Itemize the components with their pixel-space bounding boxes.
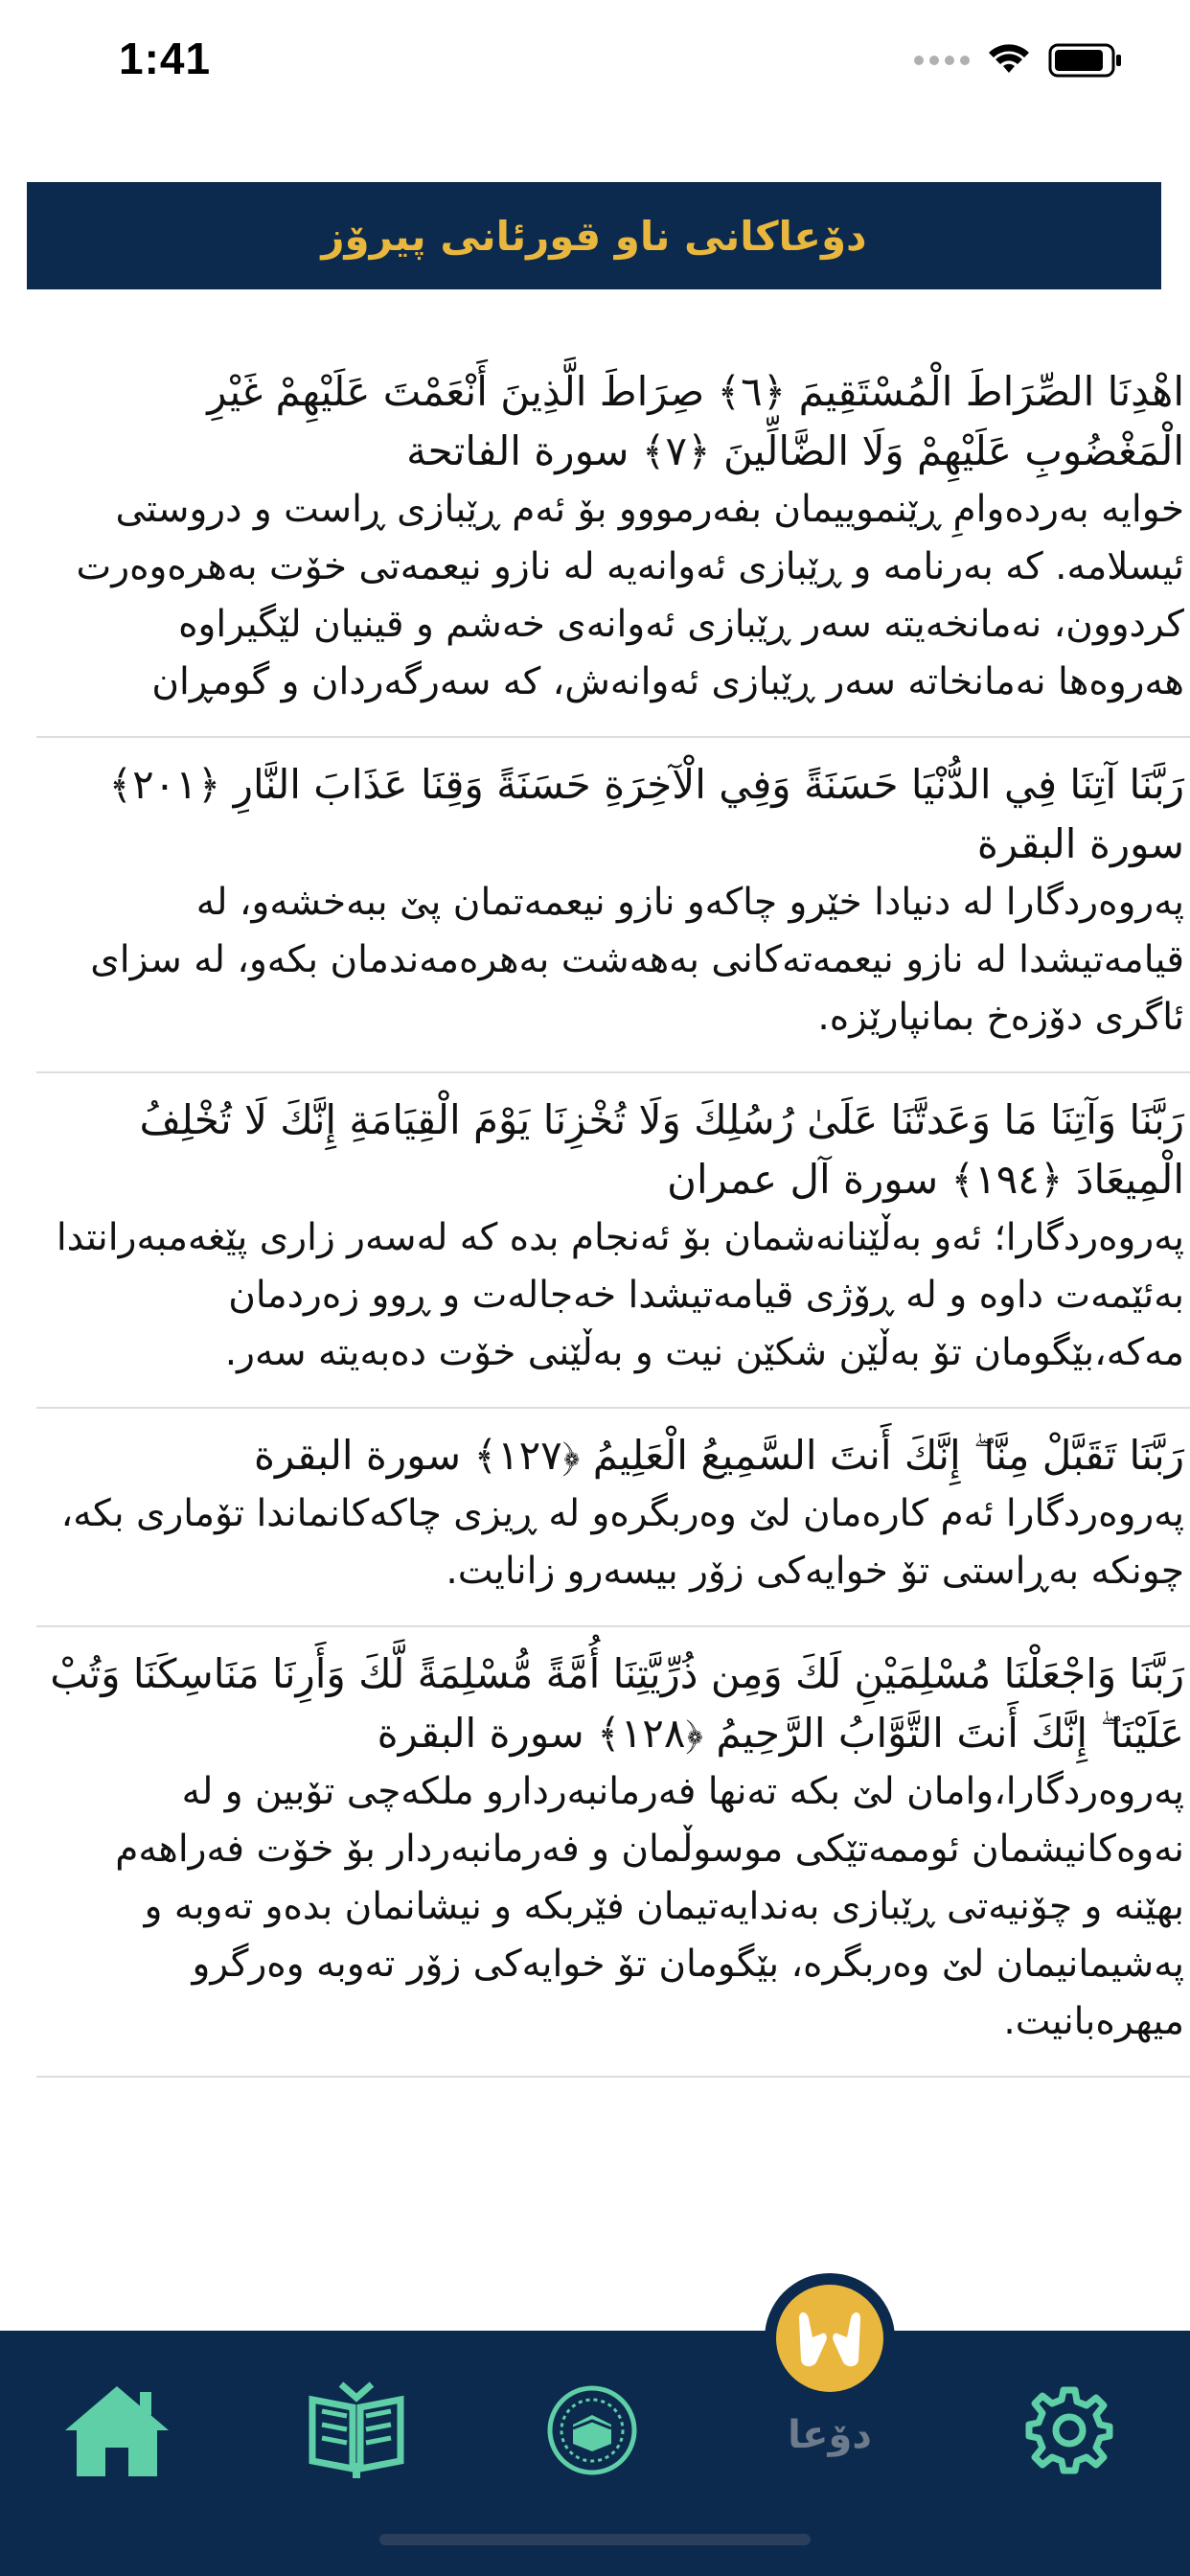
praying-hands-icon xyxy=(793,2305,866,2372)
tab-home[interactable] xyxy=(50,2363,184,2497)
page-title: دۆعاکانی ناو قورئانی پیرۆز xyxy=(321,212,867,260)
dua-item xyxy=(36,1409,1190,1627)
dua-translation-text: پەروەردگارا،وامان لێ بکە تەنها فەرمانبەردارو ملکەچی تۆبین و لە نەوەکانیشمان ئوممەتێکی موسوڵمان و فەرمانبەردار بۆ خۆت فەراهەم بهێنە و چۆنیەتی ڕێبازی بەندایەتیمان فێربکە و نیشانمان بدەو تەوبە و پەشیمانیمان لێ وەربگرە، بێگومان تۆ خوایەکی زۆر تەوبە وەرگرو میهرەبانیت. xyxy=(115,1770,1184,2043)
dua-translation-text: پەروەردگارا؛ ئەو بەڵێنانەشمان بۆ ئەنجام بدە کە لەسەر زاری پێغەمبەرانتدا بەئێمەت داوە و لە ڕۆژی قیامەتیشدا خەجالەت و ڕوو زەردمان مەکە،بێگومان تۆ بەڵێن شکێن نیت و بەڵێنی خۆت دەبەیتە سەر. xyxy=(56,1216,1184,1374)
status-time: 1:41 xyxy=(119,34,212,83)
dua-item xyxy=(36,345,1190,738)
tab-dua-label: دۆعا xyxy=(788,2413,872,2457)
gear-icon xyxy=(1023,2384,1115,2476)
home-icon xyxy=(61,2380,172,2480)
tab-dua-highlight xyxy=(776,2285,883,2392)
battery-icon xyxy=(1048,42,1123,79)
dua-translation-text: پەروەردگارا لە دنیادا خێرو چاکەو نازو نیعمەتمان پێ ببەخشەو، لە قیامەتیشدا لە نازو نیعمەتەکانی بەهەشت بەهرەمەندمان بکەو، لە سزای ئاگری دۆزەخ بمانپارێزە. xyxy=(90,881,1184,1039)
dua-item xyxy=(36,738,1190,1073)
tab-settings[interactable] xyxy=(1002,2363,1136,2497)
home-indicator xyxy=(379,2534,811,2545)
cellular-signal-icon xyxy=(914,56,970,65)
dua-translation-text: پەروەردگارا ئەم کارەمان لێ وەربگرەو لە ڕیزی چاکەکانماندا تۆماری بکە، چونکە بەڕاستی تۆ خوایەکی زۆر بیسەرو زانایت. xyxy=(60,1492,1184,1593)
header-bar xyxy=(27,182,1161,289)
dua-arabic-text: رَبَّنَا وَآتِنَا مَا وَعَدتَّنَا عَلَىٰ رُسُلِكَ وَلَا تُخْزِنَا يَوْمَ الْقِيَامَةِ إِنَّكَ لَا تُخْلِفُ الْمِيعَادَ ﴿١٩٤﴾ سورة آل عمران xyxy=(139,1096,1184,1203)
dua-arabic-text: رَبَّنَا وَاجْعَلْنَا مُسْلِمَيْنِ لَكَ وَمِن ذُرِّيَّتِنَا أُمَّةً مُّسْلِمَةً لَّكَ وَأَرِنَا مَنَاسِكَنَا وَتُبْ عَلَيْنَا ۖ إِنَّكَ أَنتَ التَّوَّابُ الرَّحِيمُ ﴿١٢٨﴾ سورة البقرة xyxy=(50,1650,1184,1757)
dua-item xyxy=(36,1073,1190,1409)
dua-list[interactable] xyxy=(36,345,1190,2329)
tab-quran[interactable] xyxy=(289,2363,423,2497)
dua-arabic-text: رَبَّنَا تَقَبَّلْ مِنَّا ۖ إِنَّكَ أَنتَ السَّمِيعُ الْعَلِيمُ ﴿١٢٧﴾ سورة البقرة xyxy=(254,1432,1184,1479)
tab-kaaba[interactable] xyxy=(525,2363,659,2497)
tab-dua[interactable] xyxy=(765,2273,895,2404)
status-bar xyxy=(0,0,1190,125)
status-icons xyxy=(914,42,1123,79)
kaaba-icon xyxy=(546,2384,638,2476)
quran-book-icon xyxy=(309,2380,404,2480)
dua-item xyxy=(36,1627,1190,2078)
dua-arabic-text: رَبَّنَا آتِنَا فِي الدُّنْيَا حَسَنَةً وَفِي الْآخِرَةِ حَسَنَةً وَقِنَا عَذَابَ النَّارِ ﴿٢٠١﴾ سورة البقرة xyxy=(108,761,1184,867)
dua-arabic-text: اهْدِنَا الصِّرَاطَ الْمُسْتَقِيمَ ﴿٦﴾ صِرَاطَ الَّذِينَ أَنْعَمْتَ عَلَيْهِمْ غَيْرِ الْمَغْضُوبِ عَلَيْهِمْ وَلَا الضَّالِّينَ ﴿٧﴾ سورة الفاتحة xyxy=(207,368,1184,474)
wifi-icon xyxy=(987,44,1031,77)
dua-translation-text: خوایە بەردەوامِ ڕێنموییمان بفەرمووو بۆ ئەم ڕێبازی ڕاست و دروستی ئیسلامە. کە بەرنامە و ڕێبازی ئەوانەیە لە نازو نیعمەتی خۆت بەهرەوەرت کردوون، نەمانخەیتە سەر ڕێبازی ئەوانەی خەشم و قینیان لێگیراوە هەروەها نەمانخاتە سەر ڕێبازی ئەوانەش، کە سەرگەردان و گومڕان xyxy=(76,488,1184,703)
